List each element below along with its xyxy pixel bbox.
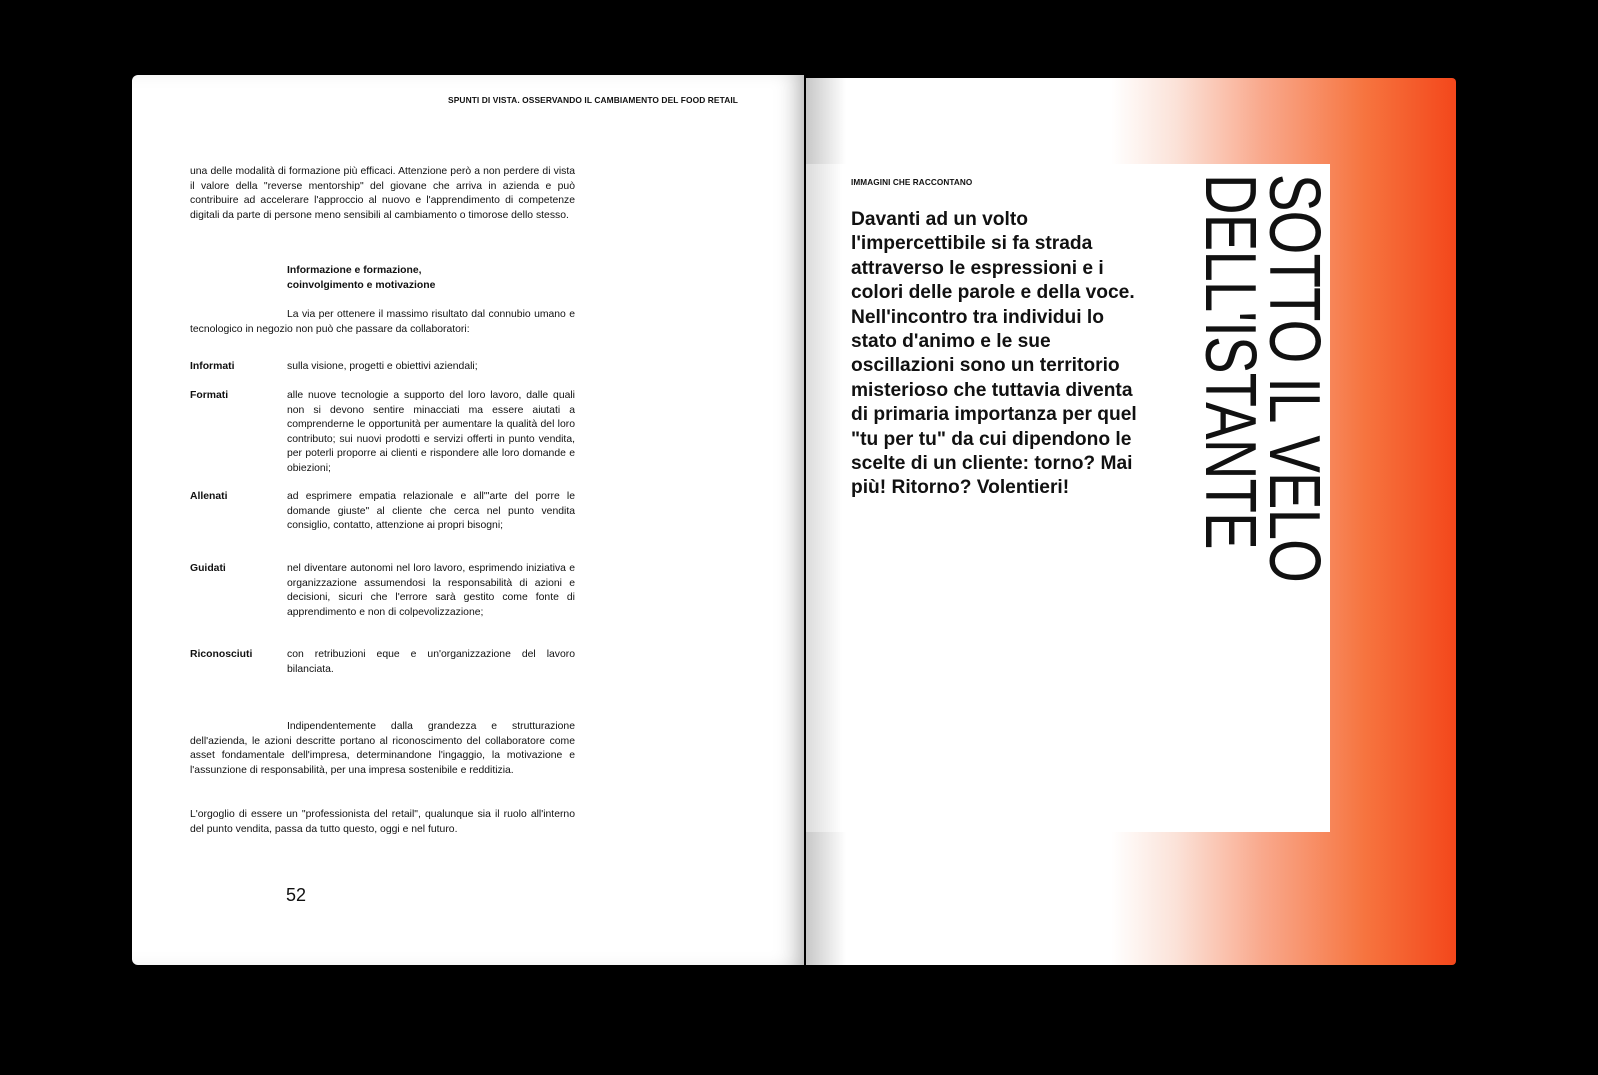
definition-term: Informati	[190, 361, 235, 372]
closing-paragraph: Indipendentemente dalla grandezza e strutturazione dell'azienda, le azioni descritte portano al riconoscimento del collaboratore come asset fondamentale dell'impresa, determinandone l'ingaggio, la motivazione e l'assunzione di responsabilità, per una impresa sostenibile e redditizia.	[190, 721, 575, 776]
section-heading-line2: coinvolgimento e motivazione	[287, 279, 436, 291]
page-number: 52	[286, 885, 307, 905]
section-label: IMMAGINI CHE RACCONTANO	[851, 178, 973, 187]
vertical-title	[1190, 174, 1334, 704]
definition-term: Riconosciuti	[190, 649, 253, 660]
definition-description: alle nuove tecnologie a supporto del loro lavoro, dalle quali non si devono sentire minacciati ma essere aiutati a comprenderne le opportunità per aumentare la qualità del loro contributo; sui nuovi prodotti e servizi offerti in punto vendita, per poterli proporre ai clienti e rispondere alle loro domande e obiezioni;	[287, 390, 575, 474]
running-head: SPUNTI DI VISTA. OSSERVANDO IL CAMBIAMENTO DEL FOOD RETAIL	[448, 95, 738, 105]
intro-paragraph: una delle modalità di formazione più efficaci. Attenzione però a non perdere di vista il valore della "reverse mentorship" del giovane che arriva in azienda e può contribuire ad accelerare l'approccio al nuovo e l'apprendimento di competenze digitali da parte di persone meno sensibili al cambiamento o timorose dello stesso.	[190, 166, 575, 221]
section-heading	[287, 264, 547, 293]
definition-term: Formati	[190, 390, 229, 401]
right-page	[806, 78, 1456, 965]
section-heading-line1: Informazione e formazione,	[287, 265, 422, 276]
quote-paragraph: Davanti ad un volto l'impercettibile si fa strada attraverso le espressioni e i colori delle parole e della voce. Nell'incontro tra individui lo stato d'animo e le sue oscillazioni sono un territorio misterioso che tuttavia diventa di primaria importanza per quel "tu per tu" da cui dipendono le scelte di un cliente: torno? Mai più! Ritorno? Volentieri!	[851, 209, 1137, 499]
final-paragraph: L'orgoglio di essere un "professionista del retail", qualunque sia il ruolo all'interno del punto vendita, passa da tutto questo, oggi e nel futuro.	[190, 809, 575, 835]
left-page	[132, 75, 804, 965]
definition-description: sulla visione, progetti e obiettivi aziendali;	[287, 361, 478, 372]
definition-description: nel diventare autonomi nel loro lavoro, esprimendo iniziativa e organizzazione assumendosi la responsabilità di azioni e decisioni, sicuri che l'errore sarà gestito come fonte di apprendimento e non di colpevolizzazione;	[287, 563, 575, 618]
definition-description: con retribuzioni eque e un'organizzazione del lavoro bilanciata.	[287, 649, 575, 675]
title-line2: DELL'ISTANTE	[1190, 174, 1270, 549]
definition-description: ad esprimere empatia relazionale e all'"arte del porre le domande giuste" al cliente che cerca nel punto vendita consiglio, contatto, attenzione ai propri bisogni;	[287, 491, 575, 532]
title-line1: SOTTO IL VELO	[1254, 174, 1334, 583]
lead-paragraph: La via per ottenere il massimo risultato dal connubio umano e tecnologico in negozio non può che passare da collaboratori:	[190, 309, 575, 335]
definition-term: Allenati	[190, 491, 228, 502]
definition-term: Guidati	[190, 563, 226, 574]
